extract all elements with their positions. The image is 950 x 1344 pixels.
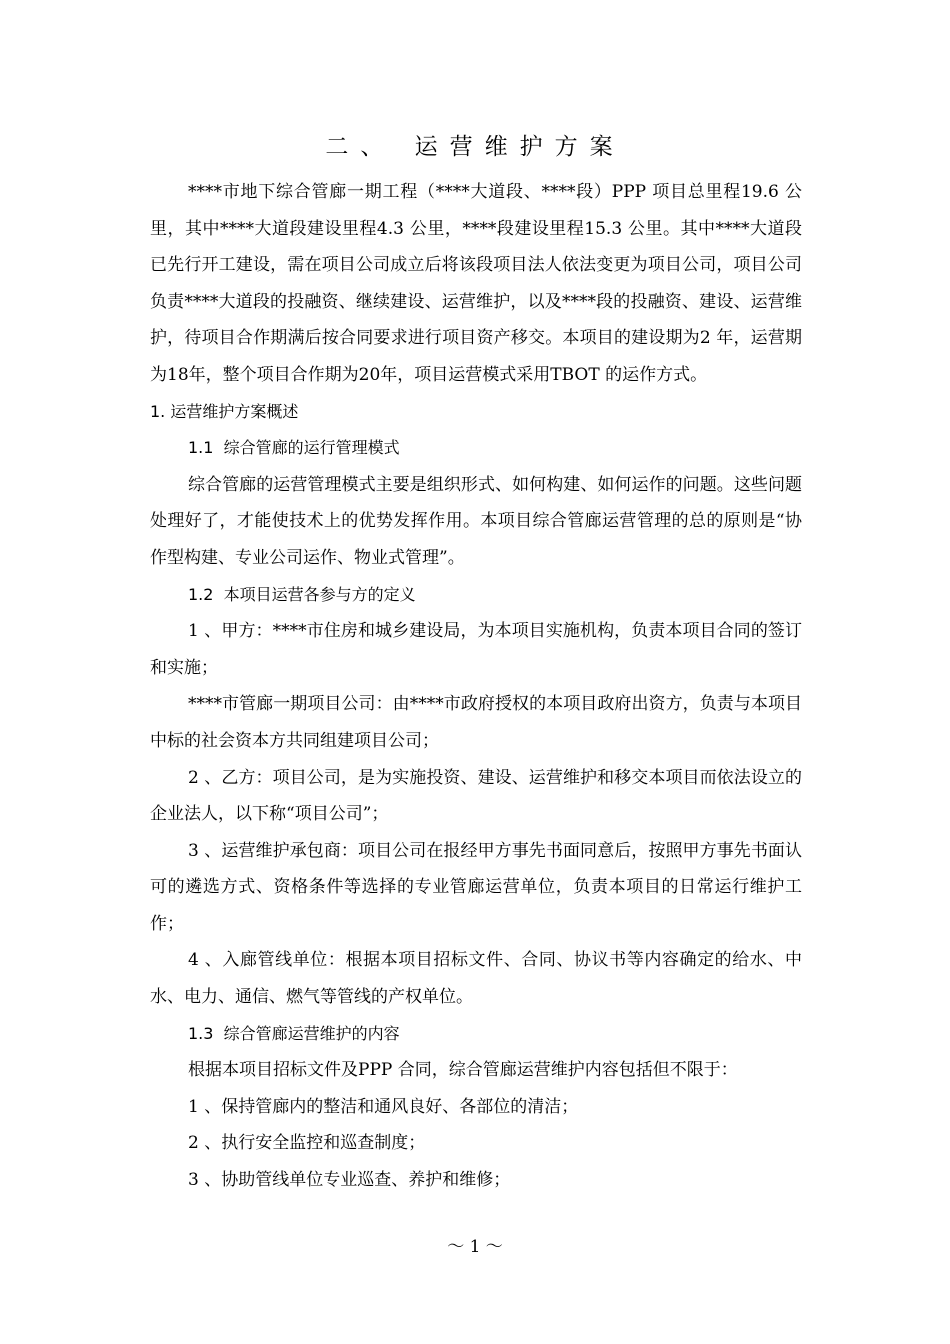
party-item-3: 3 、运营维护承包商：项目公司在报经甲方事先书面同意后，按照甲方事先书面认可的遴选方式、资格条件等选择的专业管廊运营单位，负责本项目的日常运行维护工作； <box>150 840 802 934</box>
party-item-2: 2 、乙方：项目公司，是为实施投资、建设、运营维护和移交本项目而依法设立的企业法人，以下称“项目公司”； <box>150 767 802 825</box>
intro-paragraph: ****市地下综合管廊一期工程（****大道段、****段）PPP 项目总里程19.6 公里，其中****大道段建设里程4.3 公里，****段建设里程15.3 公里。其中****大道段已先行开工建设，需在项目公司成立后将该段项目法人依法变更为项目公司，项目公司负责****大道段的投融资、继续建设、运营维护，以及****段的投融资、建设、运营维护，待项目合作期满后按合同要求进行项目资产移交。本项目的建设期为2 年，运营期为18年，整个项目合作期为20年，项目运营模式采用TBOT 的运作方式。 <box>150 182 802 385</box>
section-1-1-heading: 1.1 综合管廊的运行管理模式 <box>188 438 400 458</box>
content-item-3: 3 、协助管线单位专业巡查、养护和维修； <box>188 1170 511 1191</box>
section-1-1-paragraph: 综合管廊的运营管理模式主要是组织形式、如何构建、如何运作的问题。这些问题处理好了，才能使技术上的优势发挥作用。本项目综合管廊运营管理的总的原则是“协作型构建、专业公司运作、物业式管理”。 <box>150 474 802 568</box>
content-intro: 根据本项目招标文件及PPP 合同，综合管廊运营维护内容包括但不限于： <box>188 1060 738 1081</box>
section-1-heading: 1. 运营维护方案概述 <box>150 401 299 421</box>
party-item-1b: ****市管廊一期项目公司：由****市政府授权的本项目政府出资方，负责与本项目中标的社会资本方共同组建项目公司； <box>150 694 802 751</box>
section-1-2-heading: 1.2 本项目运营各参与方的定义 <box>188 584 416 604</box>
content-item-2: 2 、执行安全监控和巡查制度； <box>188 1133 426 1154</box>
party-item-1: 1 、甲方：****市住房和城乡建设局，为本项目实施机构，负责本项目合同的签订和实施； <box>150 621 802 678</box>
document-body <box>150 174 802 1199</box>
section-1-3-heading: 1.3 综合管廊运营维护的内容 <box>188 1023 400 1043</box>
page-number: ～ 1 ～ <box>447 1237 503 1257</box>
content-item-1: 1 、保持管廊内的整洁和通风良好、各部位的清洁； <box>188 1096 579 1117</box>
party-item-4: 4 、入廊管线单位：根据本项目招标文件、合同、协议书等内容确定的给水、中水、电力、通信、燃气等管线的产权单位。 <box>150 950 802 1008</box>
document-title: 二、 运营维护方案 <box>325 134 625 160</box>
